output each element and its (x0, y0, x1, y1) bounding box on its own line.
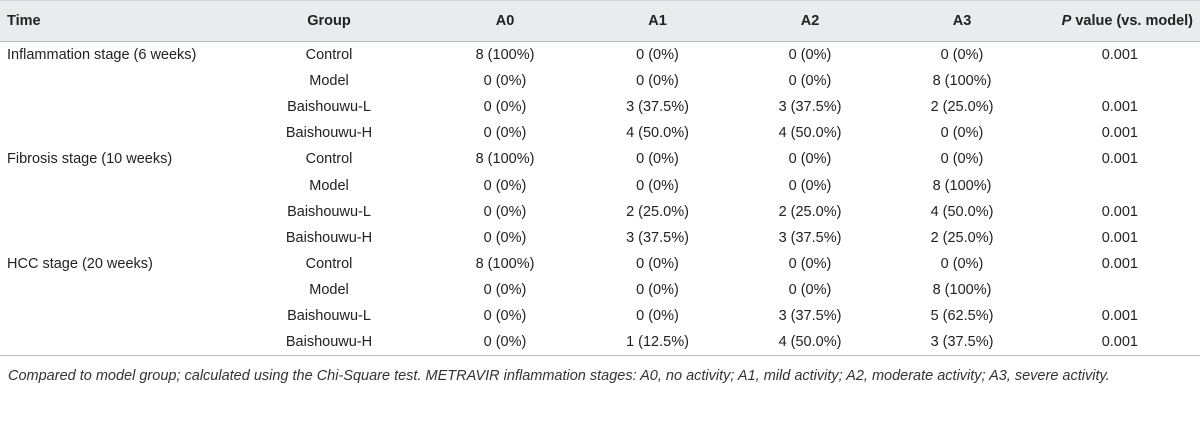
header-a2: A2 (734, 1, 886, 42)
cell-p-value: 0.001 (1101, 151, 1138, 168)
header-p-value (1038, 1, 1200, 42)
table-row (0, 303, 1200, 329)
cell-time (0, 68, 229, 94)
table-row (0, 68, 1200, 94)
cell-p-value (1038, 68, 1200, 94)
table-body (0, 42, 1200, 356)
cell-a1: 3 (37.5%) (626, 229, 689, 246)
cell-group: Baishouwu-H (229, 330, 429, 356)
cell-p-value: 0.001 (1101, 98, 1138, 115)
cell-time (0, 120, 229, 146)
cell-a3: 0 (0%) (940, 256, 984, 273)
cell-a3: 3 (37.5%) (886, 330, 1038, 356)
table-row (0, 146, 1200, 172)
cell-a0: 0 (0%) (483, 308, 527, 325)
cell-a2: 0 (0%) (788, 46, 832, 63)
table-row (0, 199, 1200, 225)
cell-time (0, 172, 229, 198)
cell-a0: 8 (100%) (475, 256, 535, 273)
cell-a2: 0 (0%) (788, 151, 832, 168)
cell-p-value (1038, 277, 1200, 303)
cell-time (0, 330, 229, 356)
cell-a1: 0 (0%) (636, 256, 679, 273)
header-row (0, 1, 1200, 42)
cell-a3: 2 (25.0%) (930, 229, 994, 246)
cell-time: Fibrosis stage (10 weeks) (7, 151, 173, 168)
cell-a3: 8 (100%) (932, 72, 992, 89)
header-time: Time (0, 1, 229, 42)
cell-group: Baishouwu-L (287, 203, 371, 220)
table-row (0, 172, 1200, 198)
cell-a0: 0 (0%) (483, 125, 527, 142)
cell-a1: 0 (0%) (636, 46, 679, 63)
cell-a1: 0 (0%) (636, 151, 679, 168)
cell-p-value: 0.001 (1101, 203, 1138, 220)
cell-a0: 0 (0%) (429, 330, 581, 356)
cell-a1: 4 (50.0%) (626, 125, 689, 142)
cell-p-value: 0.001 (1101, 308, 1138, 325)
cell-group: Baishouwu-H (285, 125, 373, 142)
cell-a0: 8 (100%) (475, 46, 535, 63)
cell-p-value: 0.001 (1101, 125, 1138, 142)
cell-a2: 4 (50.0%) (778, 125, 842, 142)
cell-a1: 1 (12.5%) (581, 330, 734, 356)
cell-time (0, 94, 229, 120)
cell-group: Baishouwu-L (287, 98, 371, 115)
cell-a2: 3 (37.5%) (778, 98, 842, 115)
cell-a3: 8 (100%) (932, 282, 992, 299)
cell-group: Control (305, 46, 353, 63)
cell-time (0, 225, 229, 251)
header-p-rest: value (vs. model) (1071, 13, 1193, 29)
cell-p-value (1038, 172, 1200, 198)
cell-a3: 8 (100%) (932, 177, 992, 194)
cell-a2: 0 (0%) (788, 177, 832, 194)
cell-a2: 3 (37.5%) (778, 229, 842, 246)
cell-a0: 0 (0%) (483, 72, 527, 89)
table-row (0, 251, 1200, 277)
cell-a3: 0 (0%) (940, 151, 984, 168)
cell-time (0, 303, 229, 329)
table-row (0, 225, 1200, 251)
cell-a0: 0 (0%) (483, 98, 527, 115)
cell-a3: 0 (0%) (940, 125, 984, 142)
cell-a2: 0 (0%) (788, 282, 832, 299)
cell-group: Model (309, 177, 349, 194)
cell-a2: 0 (0%) (788, 256, 832, 273)
cell-a3: 2 (25.0%) (930, 98, 994, 115)
cell-a0: 8 (100%) (475, 151, 535, 168)
cell-a0: 0 (0%) (483, 203, 527, 220)
cell-group: Baishouwu-L (287, 308, 371, 325)
cell-group: Baishouwu-H (285, 229, 373, 246)
table-row (0, 94, 1200, 120)
cell-a0: 0 (0%) (483, 229, 527, 246)
cell-a3: 5 (62.5%) (930, 308, 994, 325)
cell-time: HCC stage (20 weeks) (7, 256, 153, 273)
cell-a0: 0 (0%) (483, 282, 527, 299)
cell-time (0, 199, 229, 225)
header-a0: A0 (429, 1, 581, 42)
header-p-italic: P (1061, 13, 1072, 29)
cell-a1: 0 (0%) (636, 308, 679, 325)
cell-a2: 2 (25.0%) (778, 203, 842, 220)
table-row (0, 42, 1200, 68)
cell-a1: 3 (37.5%) (626, 98, 689, 115)
cell-p-value: 0.001 (1038, 330, 1200, 356)
table-row (0, 277, 1200, 303)
header-group: Group (229, 1, 429, 42)
cell-a1: 2 (25.0%) (626, 203, 689, 220)
table-row (0, 330, 1200, 356)
cell-a3: 0 (0%) (940, 46, 984, 63)
cell-group: Model (309, 72, 349, 89)
header-a1: A1 (581, 1, 734, 42)
cell-a1: 0 (0%) (636, 282, 679, 299)
cell-a2: 4 (50.0%) (734, 330, 886, 356)
cell-a2: 3 (37.5%) (778, 308, 842, 325)
cell-a1: 0 (0%) (636, 72, 679, 89)
cell-p-value: 0.001 (1101, 256, 1138, 273)
cell-time: Inflammation stage (6 weeks) (7, 46, 197, 63)
cell-a0: 0 (0%) (483, 177, 527, 194)
table-caption: Compared to model group; calculated using the Chi-Square test. METRAVIR inflammation stages: A0, no activity; A1, mild activity; A2, moderate activity; A3, severe activity. (8, 368, 1110, 385)
cell-p-value: 0.001 (1101, 229, 1138, 246)
table-row (0, 120, 1200, 146)
cell-group: Control (305, 151, 353, 168)
cell-a1: 0 (0%) (636, 177, 679, 194)
header-a3: A3 (886, 1, 1038, 42)
cell-p-value: 0.001 (1101, 46, 1138, 63)
table-header (0, 1, 1200, 42)
cell-group: Model (309, 282, 349, 299)
cell-a2: 0 (0%) (788, 72, 832, 89)
cell-time (0, 277, 229, 303)
cell-group: Control (305, 256, 353, 273)
cell-a3: 4 (50.0%) (930, 203, 994, 220)
